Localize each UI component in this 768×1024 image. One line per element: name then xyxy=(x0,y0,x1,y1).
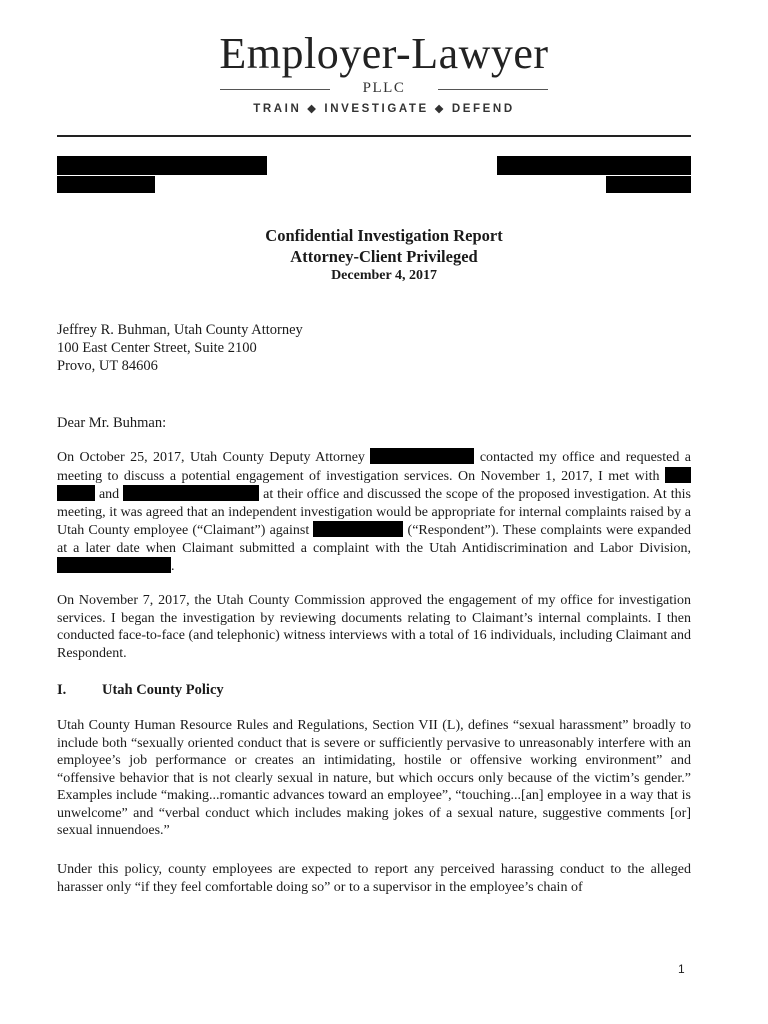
privilege-label: Attorney-Client Privileged xyxy=(290,247,478,266)
paragraph-intro xyxy=(57,448,691,576)
redaction-block xyxy=(606,176,691,193)
paragraph-text: . xyxy=(171,559,175,574)
paragraph-text: contacted my office and requested a meeting to discuss a potential engagement of investigation services. On November 1, 2017, I met with xyxy=(57,450,691,484)
firm-name: Employer-Lawyer xyxy=(219,29,549,78)
redaction-inline xyxy=(123,485,259,501)
redaction-block xyxy=(57,156,267,175)
divider-right xyxy=(438,89,548,90)
recipient-street: 100 East Center Street, Suite 2100 xyxy=(57,340,257,356)
page-number: 1 xyxy=(678,962,685,976)
redaction-inline xyxy=(57,485,95,501)
section-number: I. xyxy=(57,682,67,698)
paragraph-text: and xyxy=(95,487,124,502)
firm-suffix: PLLC xyxy=(362,80,406,96)
redaction-block xyxy=(497,156,691,175)
redaction-inline xyxy=(57,557,171,573)
report-title: Confidential Investigation Report xyxy=(265,226,503,245)
report-date: December 4, 2017 xyxy=(331,268,437,283)
redaction-block xyxy=(57,176,155,193)
redaction-inline xyxy=(313,521,403,537)
firm-tagline: TRAIN ◆ INVESTIGATE ◆ DEFEND xyxy=(253,103,515,115)
salutation: Dear Mr. Buhman: xyxy=(57,415,167,431)
recipient-name: Jeffrey R. Buhman, Utah County Attorney xyxy=(57,322,303,338)
section-title: Utah County Policy xyxy=(102,682,224,698)
redaction-inline xyxy=(665,467,691,483)
paragraph-engagement: On November 7, 2017, the Utah County Commission approved the engagement of my office for investigation services. I began the investigation by reviewing documents relating to Claimant’s internal complaints. I then conducted face-to-face (and telephonic) witness interviews with a total of 16 individuals, including Claimant and Respondent. xyxy=(57,593,691,661)
paragraph-text: (“Respondent”). These complaints were expanded at a later date when Claimant submitted a complaint with the Utah Antidiscrimination and Labor Division, xyxy=(57,523,691,556)
redaction-inline xyxy=(370,448,474,464)
recipient-city: Provo, UT 84606 xyxy=(57,358,158,374)
paragraph-text: at their office and discussed the scope of the proposed investigation. At this meeting, it was agreed that an independent investigation would be appropriate for internal complaints raised by a Utah County employee (“Claimant”) against xyxy=(57,487,691,538)
paragraph-reporting: Under this policy, county employees are expected to report any perceived harassing conduct to the alleged harasser only “if they feel comfortable doing so” or to a supervisor in the employee’s chain of xyxy=(57,862,691,895)
firm-suffix-row xyxy=(220,80,548,100)
header-rule xyxy=(57,135,691,137)
paragraph-text: On October 25, 2017, Utah County Deputy Attorney xyxy=(57,450,371,465)
paragraph-policy: Utah County Human Resource Rules and Regulations, Section VII (L), defines “sexual harassment” broadly to include both “sexually oriented conduct that is severe or sufficiently pervasive to unreasonably interfere with an employee’s job performance or creates an intimidating, hostile or offensive working environment” and “offensive behavior that is not clearly sexual in nature, but which occurs only because of the victim’s gender.” Examples include “making...romantic advances toward an employee”, “touching...[an] employee in a way that is unwelcome” and “verbal conduct which includes making jokes of a sexual nature, suggestive comments [or] sexual innuendoes.” xyxy=(57,718,691,838)
